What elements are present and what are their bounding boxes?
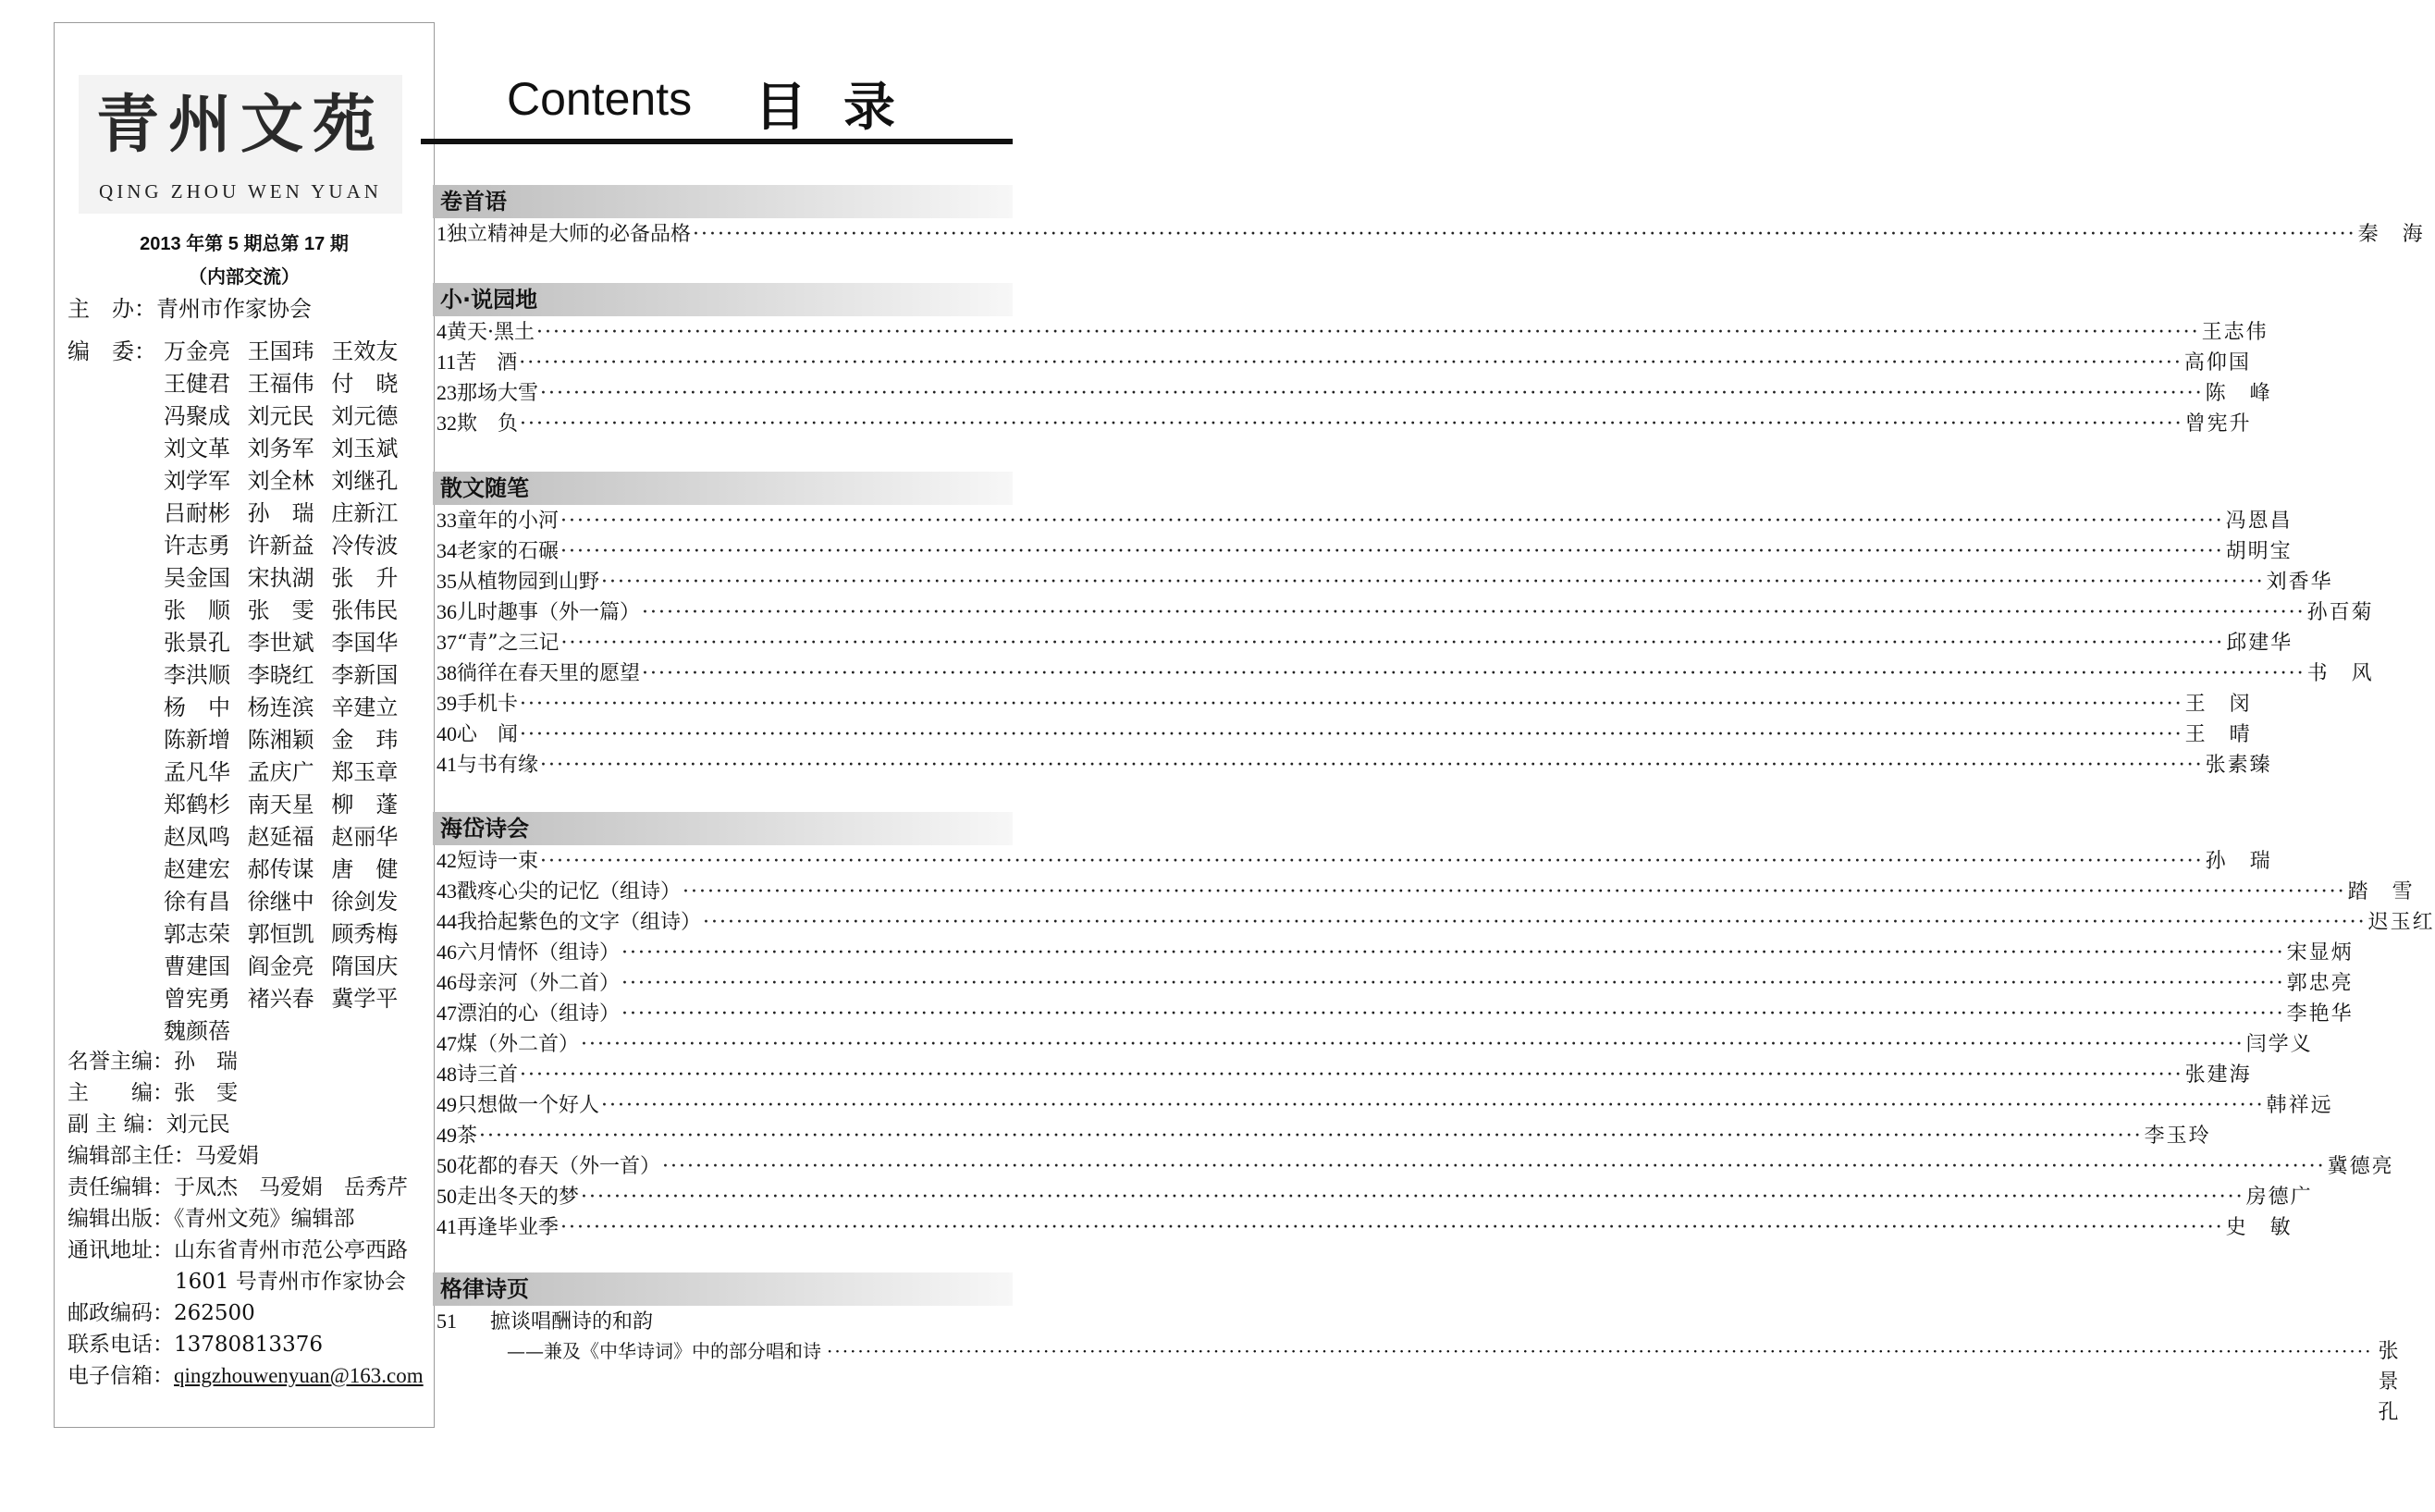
toc-author: 陈 峰 — [2205, 382, 2272, 405]
email-link[interactable]: qingzhouwenyuan@163.com — [174, 1364, 424, 1387]
editor-name: 孙 瑞 — [247, 500, 314, 526]
toc-page-number: 42 — [437, 849, 457, 872]
host-value: 青州市作家协会 — [156, 296, 312, 322]
editor-name: 赵延福 — [247, 824, 314, 850]
toc-leader-dots: ········································································································································································································ — [479, 1125, 2143, 1148]
editor-name: 张 升 — [331, 565, 399, 591]
toc-page-number: 46 — [437, 940, 457, 964]
contents-section — [433, 472, 2374, 780]
logo-pinyin: QING ZHOU WEN YUAN — [99, 180, 382, 203]
postcode-value: 262500 — [174, 1301, 255, 1325]
toc-entry[interactable] — [433, 1059, 2252, 1089]
toc-author: 踏 雪 — [2347, 880, 2415, 904]
toc-title: 老家的石碾 — [457, 540, 560, 563]
editor-name: 刘务军 — [247, 436, 314, 461]
toc-page-number: 37 — [437, 631, 457, 654]
staff-label: 编辑部主任： — [68, 1144, 195, 1168]
toc-title: 我拾起紫色的文字（组诗） — [457, 911, 702, 934]
toc-leader-dots: ········································································································································································································ — [540, 382, 2204, 405]
staff-value: 孙 瑞 — [174, 1050, 238, 1074]
staff-value: 张 雯 — [174, 1081, 238, 1105]
toc-author: 郭忠亮 — [2286, 972, 2354, 995]
editor-name: 刘继孔 — [331, 468, 399, 494]
toc-author: 李玉玲 — [2144, 1125, 2211, 1148]
editor-name: 庄新江 — [331, 500, 399, 526]
toc-title: 戳疼心尖的记忆（组诗） — [457, 880, 682, 904]
staff-list — [68, 1046, 430, 1392]
toc-title: 手机卡 — [457, 693, 519, 716]
toc-entry[interactable] — [433, 1150, 2394, 1181]
section-heading: 卷首语 — [433, 185, 1013, 218]
toc-leader-dots: ········································································································································································································ — [642, 601, 2306, 624]
toc-title: 漂泊的心（组诗） — [457, 1002, 621, 1026]
toc-author: 冯恩昌 — [2225, 510, 2293, 533]
toc-entry[interactable] — [433, 845, 2272, 876]
phone-label: 联系电话： — [68, 1333, 174, 1357]
staff-row — [68, 1172, 430, 1203]
section-heading: 小·说园地 — [433, 283, 1013, 316]
toc-title: 苦 酒 — [456, 351, 518, 375]
toc-page-number: 35 — [437, 570, 457, 593]
toc-page-number: 50 — [437, 1185, 457, 1208]
postcode-label: 邮政编码： — [68, 1301, 174, 1325]
issue-number: 2013 年第 5 期总第 17 期 — [140, 234, 349, 254]
editor-name: 王福伟 — [247, 371, 314, 397]
masthead-panel — [54, 22, 435, 1428]
editor-name: 刘文革 — [164, 436, 230, 461]
toc-leader-dots: ········································································································································································································ — [536, 321, 2200, 344]
section-heading: 散文随笔 — [433, 472, 1013, 505]
toc-title: 煤（外二首） — [457, 1033, 580, 1056]
toc-leader-dots: ········································································································································································································ — [560, 510, 2224, 533]
section-heading: 海岱诗会 — [433, 812, 1013, 845]
phone-line — [68, 1329, 430, 1360]
toc-author: 韩祥远 — [2266, 1094, 2333, 1117]
toc-entry[interactable] — [433, 505, 2293, 535]
toc-author: 迟玉红 — [2367, 911, 2435, 934]
title-rule — [421, 139, 1013, 144]
editor-name: 冷传波 — [331, 533, 399, 559]
toc-title: 徜徉在春天里的愿望 — [457, 662, 641, 685]
editor-name: 顾秀梅 — [331, 921, 399, 947]
toc-title: 与书有缘 — [457, 754, 539, 777]
editor-name: 杨连滨 — [247, 695, 314, 720]
toc-leader-dots: ········································································································································································································ — [601, 571, 2265, 594]
toc-page-number: 33 — [437, 509, 457, 532]
section-heading: 格律诗页 — [433, 1272, 1013, 1306]
toc-entry[interactable] — [433, 408, 2252, 438]
toc-entry[interactable] — [433, 658, 2374, 688]
toc-title: 欺 负 — [457, 412, 519, 436]
toc-title: 母亲河（外二首） — [457, 972, 621, 995]
toc-author: 邱建华 — [2226, 632, 2294, 655]
toc-page-number: 49 — [437, 1124, 457, 1147]
toc-page-number: 41 — [437, 753, 457, 776]
toc-leader-dots: ········································································································································································································ — [560, 1216, 2224, 1239]
toc-author: 胡明宝 — [2225, 540, 2293, 563]
toc-leader-dots: ········································································································································································································ — [642, 662, 2306, 685]
toc-title: “青”之三记 — [457, 632, 560, 655]
toc-entry[interactable] — [433, 1089, 2333, 1120]
toc-page-number: 34 — [437, 539, 457, 562]
editor-name: 李国华 — [331, 630, 399, 656]
staff-label: 通讯地址： — [68, 1238, 174, 1262]
editor-name: 吕耐彬 — [164, 500, 230, 526]
toc-leader-dots: ········································································································································································································ — [581, 1186, 2244, 1209]
toc-subtitle-row — [433, 1336, 2401, 1424]
postcode-line — [68, 1297, 430, 1329]
toc-page-number: 11 — [437, 350, 457, 374]
toc-entry[interactable] — [433, 347, 2251, 377]
editor-name: 刘元民 — [247, 403, 314, 429]
editor-name: 赵丽华 — [331, 824, 399, 850]
editor-name: 南天星 — [247, 792, 314, 817]
toc-title: 诗三首 — [457, 1063, 519, 1087]
toc-author: 高仰国 — [2183, 351, 2251, 375]
toc-entry[interactable] — [433, 719, 2252, 749]
toc-author: 史 敏 — [2225, 1216, 2293, 1239]
toc-entry[interactable] — [433, 998, 2354, 1028]
toc-author: 孙百菊 — [2306, 601, 2374, 624]
editor-name: 金 玮 — [331, 727, 399, 753]
contents-section — [433, 1272, 2401, 1424]
staff-value: 山东省青州市范公亭西路 — [174, 1238, 408, 1262]
toc-entry[interactable] — [433, 316, 2269, 347]
toc-page-number: 40 — [437, 722, 457, 745]
toc-leader-dots: ········································································································································································································ — [693, 223, 2356, 246]
toc-leader-dots: ········································································································································································································ — [703, 911, 2367, 934]
toc-author: 秦 海 — [2357, 223, 2425, 246]
staff-value: 刘元民 — [166, 1112, 230, 1137]
toc-author: 王志伟 — [2201, 321, 2269, 344]
toc-page-number: 48 — [437, 1063, 457, 1086]
editor-name: 徐剑发 — [331, 889, 399, 915]
toc-page-number: 38 — [437, 661, 457, 684]
toc-leader-dots: ········································································································································································································ — [519, 351, 2183, 375]
toc-page-number: 44 — [437, 910, 457, 933]
phone-value: 13780813376 — [174, 1333, 323, 1357]
editor-name: 孟庆广 — [247, 759, 314, 785]
toc-entry[interactable] — [433, 906, 2435, 937]
staff-label: 副 主 编： — [68, 1112, 166, 1137]
editor-name: 郭恒凯 — [247, 921, 314, 947]
host-line — [68, 293, 312, 325]
editor-name: 赵凤鸣 — [164, 824, 230, 850]
staff-row — [68, 1140, 430, 1172]
toc-author: 宋显炳 — [2286, 941, 2354, 965]
toc-title: 茶 — [457, 1125, 478, 1148]
editor-name: 吴金国 — [164, 565, 230, 591]
toc-author: 书 风 — [2306, 662, 2374, 685]
editor-name: 杨 中 — [164, 695, 230, 720]
email-label: 电子信箱： — [68, 1364, 174, 1388]
toc-author: 刘香华 — [2266, 571, 2333, 594]
toc-author: 孙 瑞 — [2205, 850, 2272, 873]
editor-name: 郑玉章 — [331, 759, 399, 785]
toc-leader-dots: ········································································································································································································ — [601, 1094, 2265, 1117]
toc-author: 王 晴 — [2184, 723, 2252, 746]
toc-page-number: 36 — [437, 600, 457, 623]
toc-entry[interactable] — [433, 749, 2272, 780]
toc-leader-dots: ········································································································································································································ — [581, 1033, 2244, 1056]
contents-section — [433, 812, 2435, 1242]
editor-name: 张 顺 — [164, 597, 230, 623]
toc-title: 短诗一束 — [457, 850, 539, 873]
editor-name: 褚兴春 — [247, 986, 314, 1012]
toc-entry[interactable] — [433, 1181, 2313, 1211]
toc-author: 李艳华 — [2286, 1002, 2354, 1026]
toc-title: 心 闻 — [457, 723, 519, 746]
toc-page-number: 47 — [437, 1032, 457, 1055]
toc-title: 那场大雪 — [457, 382, 539, 405]
editor-name: 李洪顺 — [164, 662, 230, 688]
staff-label: 主 编： — [68, 1081, 174, 1105]
toc-entry[interactable] — [433, 627, 2294, 658]
toc-page-number: 50 — [437, 1154, 457, 1177]
contents-title-en: Contents — [507, 73, 693, 125]
toc-author: 曾宪升 — [2184, 412, 2252, 436]
toc-title: 走出冬天的梦 — [457, 1186, 580, 1209]
contents-section — [433, 283, 2272, 438]
editor-name: 隋国庆 — [331, 953, 399, 979]
editor-name: 许新益 — [247, 533, 314, 559]
editor-name: 刘元德 — [331, 403, 399, 429]
staff-row — [68, 1046, 430, 1077]
toc-leader-dots: ········································································································································································································ — [662, 1155, 2326, 1178]
editor-name: 徐继中 — [247, 889, 314, 915]
toc-title: 黄天·黑土 — [447, 321, 535, 344]
toc-leader-dots: ········································································································································································································ — [827, 1340, 2373, 1362]
editor-name: 魏颜蓓 — [164, 1018, 230, 1044]
toc-title: 从植物园到山野 — [457, 571, 600, 594]
magazine-logo — [79, 75, 402, 214]
toc-page-number: 47 — [437, 1002, 457, 1025]
editor-name: 曾宪勇 — [164, 986, 230, 1012]
editor-name: 张景孔 — [164, 630, 230, 656]
toc-entry[interactable] — [433, 1120, 2211, 1150]
editor-name: 冯聚成 — [164, 403, 230, 429]
editors-label: 编 委： — [68, 338, 156, 364]
toc-entry[interactable] — [433, 535, 2293, 566]
toc-page-number: 46 — [437, 971, 457, 994]
toc-author: 王 闵 — [2184, 693, 2252, 716]
editor-name: 陈湘颖 — [247, 727, 314, 753]
toc-entry[interactable] — [433, 967, 2354, 998]
staff-row — [68, 1235, 430, 1266]
editor-name: 赵建宏 — [164, 856, 230, 882]
toc-title: 童年的小河 — [457, 510, 560, 533]
editor-name: 王国玮 — [247, 338, 314, 364]
toc-leader-dots: ········································································································································································································ — [520, 1063, 2183, 1087]
toc-title: 只想做一个好人 — [457, 1094, 600, 1117]
logo-chinese: 青州文苑 — [95, 88, 385, 162]
editor-name: 陈新增 — [164, 727, 230, 753]
toc-title: 独立精神是大师的必备品格 — [447, 223, 692, 246]
editorial-board-list — [164, 336, 415, 1048]
editor-name: 李新国 — [331, 662, 399, 688]
staff-label: 责任编辑： — [68, 1175, 174, 1199]
editor-name: 唐 健 — [331, 856, 399, 882]
toc-title: 儿时趣事（外一篇） — [457, 601, 641, 624]
editor-name: 付 晓 — [331, 371, 399, 397]
toc-leader-dots: ········································································································································································································ — [560, 632, 2225, 655]
host-label: 主 办： — [68, 296, 156, 322]
toc-author: 张建海 — [2184, 1063, 2252, 1087]
editor-name: 刘玉斌 — [331, 436, 399, 461]
toc-entry[interactable] — [433, 377, 2272, 408]
toc-page-number: 1 — [437, 222, 447, 245]
toc-entry[interactable] — [433, 876, 2415, 906]
staff-row — [68, 1077, 430, 1109]
toc-entry[interactable] — [433, 1306, 1013, 1336]
editor-name: 张伟民 — [331, 597, 399, 623]
editor-name: 刘全林 — [247, 468, 314, 494]
toc-page-number: 43 — [437, 879, 457, 903]
staff-row — [68, 1203, 430, 1235]
editor-name: 郭志荣 — [164, 921, 230, 947]
toc-entry[interactable] — [433, 596, 2374, 627]
toc-subtitle: ——兼及《中华诗词》中的部分唱和诗 — [507, 1340, 821, 1362]
staff-value: 马爱娟 — [195, 1144, 259, 1168]
editor-name: 张 雯 — [247, 597, 314, 623]
toc-leader-dots: ········································································································································································································ — [540, 754, 2204, 777]
toc-leader-dots: ········································································································································································································ — [621, 1002, 2285, 1026]
toc-entry[interactable] — [433, 1211, 2293, 1242]
toc-title: 花都的春天（外一首） — [457, 1155, 661, 1178]
staff-label: 名誉主编： — [68, 1050, 174, 1074]
toc-leader-dots: ········································································································································································································ — [683, 880, 2346, 904]
toc-leader-dots: ········································································································································································································ — [520, 412, 2183, 436]
editor-name: 李晓红 — [247, 662, 314, 688]
toc-entry[interactable] — [433, 937, 2354, 967]
staff-value: 于凤杰 马爱娟 岳秀芹 — [174, 1175, 408, 1199]
editor-name: 万金亮 — [164, 338, 230, 364]
toc-leader-dots: ········································································································································································································ — [621, 972, 2285, 995]
editor-name: 刘学军 — [164, 468, 230, 494]
toc-leader-dots: ········································································································································································································ — [520, 693, 2183, 716]
editor-name: 郝传谋 — [247, 856, 314, 882]
toc-entry[interactable] — [433, 688, 2252, 719]
staff-row — [68, 1109, 430, 1140]
toc-page-number: 49 — [437, 1093, 457, 1116]
editor-name: 孟凡华 — [164, 759, 230, 785]
toc-entry[interactable] — [433, 566, 2333, 596]
toc-page-number: 32 — [437, 412, 457, 435]
editor-name: 徐有昌 — [164, 889, 230, 915]
toc-author: 冀德亮 — [2327, 1155, 2394, 1178]
editor-name: 柳 蓬 — [331, 792, 399, 817]
contents-title-cn: 目录 — [755, 78, 932, 138]
toc-page-number: 41 — [437, 1215, 457, 1238]
toc-author: 张素臻 — [2205, 754, 2272, 777]
toc-author: 张景孔 — [2378, 1340, 2401, 1424]
toc-author: 闫学义 — [2245, 1033, 2313, 1056]
editor-name: 曹建国 — [164, 953, 230, 979]
editor-name: 郑鹤杉 — [164, 792, 230, 817]
editor-name: 冀学平 — [331, 986, 399, 1012]
editor-name: 阎金亮 — [247, 953, 314, 979]
toc-page-number: 4 — [437, 320, 447, 343]
editor-name: 王健君 — [164, 371, 230, 397]
toc-page-number: 51 — [437, 1309, 457, 1333]
toc-page-number: 39 — [437, 692, 457, 715]
internal-note: （内部交流） — [189, 267, 300, 288]
editor-name: 辛建立 — [331, 695, 399, 720]
email-line — [68, 1360, 430, 1392]
editor-name: 王效友 — [331, 338, 399, 364]
toc-title: 再逢毕业季 — [457, 1216, 560, 1239]
toc-leader-dots: ········································································································································································································ — [621, 941, 2285, 965]
staff-value: 《青州文苑》编辑部 — [174, 1207, 355, 1231]
toc-leader-dots: ········································································································································································································ — [540, 850, 2204, 873]
toc-title: 六月情怀（组诗） — [457, 941, 621, 965]
toc-title: 摭谈唱酬诗的和韵 — [490, 1310, 654, 1334]
toc-author: 房德广 — [2245, 1186, 2313, 1209]
contents-section — [433, 185, 2425, 249]
editor-name: 许志勇 — [164, 533, 230, 559]
editor-name: 李世斌 — [247, 630, 314, 656]
toc-leader-dots: ········································································································································································································ — [560, 540, 2224, 563]
toc-entry[interactable] — [433, 218, 2425, 249]
address-continuation: 1601 号青州市作家协会 — [175, 1270, 406, 1294]
toc-entry[interactable] — [433, 1028, 2313, 1059]
toc-leader-dots: ········································································································································································································ — [520, 723, 2183, 746]
editor-name: 宋执湖 — [247, 565, 314, 591]
toc-page-number: 23 — [437, 381, 457, 404]
staff-label: 编辑出版： — [68, 1207, 174, 1231]
